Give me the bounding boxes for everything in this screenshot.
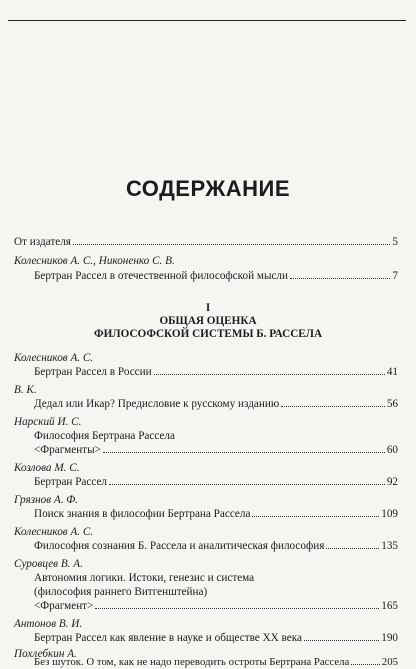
toc-entry	[14, 365, 398, 379]
toc-entry-text: Бертран Рассел в отечественной философской мысли	[34, 270, 289, 282]
toc-author: Нарский И. С.	[14, 416, 82, 428]
toc-page-number: 56	[386, 398, 398, 410]
toc-page-number: 190	[381, 632, 398, 644]
toc-entry-text: Бертран Рассел как явление в науке и обществе XX века	[34, 632, 302, 644]
toc-entry	[14, 655, 398, 669]
toc-entry-text: <Фрагменты>	[34, 444, 101, 456]
toc-entry-text: Философия сознания Б. Рассела и аналитическая философия	[34, 540, 325, 552]
toc-entry-text: Без шуток. О том, как не надо переводить остроты Бертрана Рассела	[34, 656, 350, 668]
toc-entry	[14, 269, 398, 283]
toc-page-number: 92	[386, 476, 398, 488]
toc-entry-text: Поиск знания в философии Бертрана Рассела	[34, 508, 251, 520]
toc-author: Колесников А. С.	[14, 352, 94, 364]
toc-page-number: 135	[381, 540, 398, 552]
dot-leader	[290, 278, 390, 279]
toc-page-number: 60	[386, 444, 398, 456]
toc-page-number: 165	[381, 600, 398, 612]
toc-author: Антонов В. И.	[14, 618, 83, 630]
toc-page-number: 109	[381, 508, 398, 520]
dot-leader	[95, 608, 379, 609]
toc-entry-line: Философия Бертрана Рассела	[34, 430, 175, 442]
toc-entry-text: От издателя	[14, 236, 71, 248]
toc-entry	[14, 475, 398, 489]
dot-leader	[304, 640, 379, 641]
dot-leader	[281, 406, 385, 407]
toc-author: Козлова М. С.	[14, 462, 80, 474]
dot-leader	[351, 664, 379, 665]
toc-author: Грязнов А. Ф.	[14, 494, 79, 506]
toc-author: В. К.	[14, 384, 37, 396]
toc-entry-line: (философия раннего Витгенштейна)	[34, 586, 208, 598]
toc-entry	[14, 507, 398, 521]
toc-page-number: 41	[386, 366, 398, 378]
dot-leader	[103, 452, 385, 453]
toc-page-number: 5	[392, 236, 398, 248]
bleed-through-shadow	[172, 55, 402, 230]
toc-entry-line: Автономия логики. Истоки, генезис и система	[34, 572, 255, 584]
toc-page-number: 7	[392, 270, 398, 282]
dot-leader	[109, 484, 385, 485]
toc-entry-text: <Фрагмент>	[34, 600, 94, 612]
toc-entry	[14, 443, 398, 457]
toc-entry-publisher	[14, 235, 398, 249]
section-title-line1: ОБЩАЯ ОЦЕНКА	[159, 315, 257, 327]
dot-leader	[154, 374, 385, 375]
toc-entry-text: Бертран Рассел	[34, 476, 108, 488]
toc-entry	[14, 631, 398, 645]
toc-page-number: 205	[381, 656, 398, 668]
dot-leader	[252, 516, 379, 517]
toc-author: Похлебкин А.	[14, 648, 77, 660]
toc-entry-text: Дедал или Икар? Предисловие к русскому изданию	[34, 398, 280, 410]
top-rule	[8, 20, 406, 21]
dot-leader	[73, 244, 390, 245]
section-title-line2: ФИЛОСОФСКОЙ СИСТЕМЫ Б. РАССЕЛА	[93, 328, 323, 340]
toc-entry	[14, 397, 398, 411]
toc-author: Колесников А. С.	[14, 526, 94, 538]
toc-entry	[14, 599, 398, 613]
toc-author: Колесников А. С., Никоненко С. В.	[14, 255, 175, 267]
toc-entry	[14, 539, 398, 553]
toc-author: Суровцев В. А.	[14, 558, 83, 570]
dot-leader	[326, 548, 379, 549]
section-numeral: I	[205, 302, 211, 314]
page-title: СОДЕРЖАНИЕ	[125, 176, 291, 201]
toc-entry-text: Бертран Рассел в России	[34, 366, 152, 378]
